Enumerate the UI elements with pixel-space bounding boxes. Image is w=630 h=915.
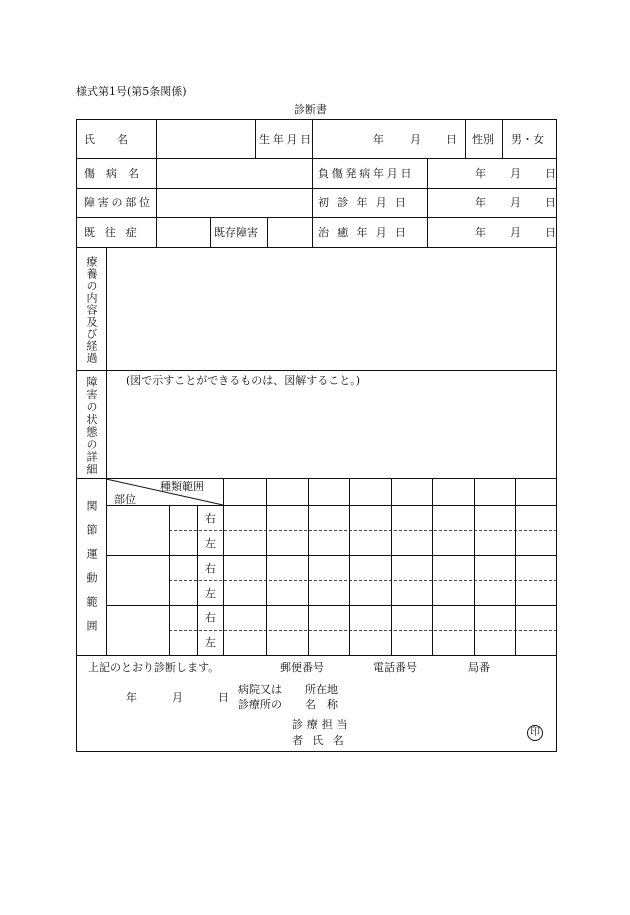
type-range-header: 種類範囲 [160, 480, 204, 493]
first-exam-day-unit: 日 [545, 196, 556, 209]
postal-code-label: 郵便番号 [280, 661, 324, 674]
hospital-label-line1: 病院又は [238, 683, 282, 696]
diagram-note: (図で示すことができるものは、図解すること。) [126, 374, 361, 387]
seal-mark: 印 [527, 725, 543, 741]
left-label-3: 左 [205, 636, 216, 649]
diagnosis-statement: 上記のとおり診断します。 [88, 661, 220, 674]
joint-range-label: 関節運動範囲 [85, 500, 98, 644]
birthdate-label: 生年月日 [259, 133, 314, 146]
injury-label: 傷 病 名 [84, 167, 139, 180]
onset-month-unit: 月 [510, 167, 521, 180]
birth-day-unit: 日 [446, 133, 457, 146]
cure-date-label: 治癒年月日 [318, 226, 415, 239]
treatment-label: 療養の内容及び経過 [85, 256, 98, 364]
disability-detail-field[interactable] [110, 392, 553, 475]
name-field[interactable] [165, 126, 251, 154]
right-label-3: 右 [205, 611, 216, 624]
onset-date-label: 負傷発病年月日 [318, 167, 415, 180]
disability-site-label: 障害の部位 [84, 196, 153, 209]
onset-year-unit: 年 [475, 167, 486, 180]
name-label: 氏 名 [84, 133, 128, 146]
page-title: 診断書 [294, 103, 327, 116]
institution-name-label: 名 称 [305, 698, 338, 711]
cure-year-unit: 年 [475, 226, 486, 239]
first-exam-month-unit: 月 [510, 196, 521, 209]
site-header: 部位 [114, 493, 136, 506]
doctor-label-line1: 診療担当 [292, 718, 352, 731]
address-label: 所在地 [305, 683, 338, 696]
disability-detail-label: 障害の状態の詳細 [85, 376, 98, 476]
date-month-unit: 月 [172, 691, 183, 704]
form-number: 様式第1号(第5条関係) [76, 85, 187, 98]
right-label-2: 右 [205, 562, 216, 575]
treatment-field[interactable] [110, 251, 553, 367]
onset-day-unit: 日 [545, 167, 556, 180]
cure-month-unit: 月 [510, 226, 521, 239]
exchange-label: 局番 [468, 661, 490, 674]
birth-month-unit: 月 [410, 133, 421, 146]
existing-disability-label: 既存障害 [214, 226, 258, 239]
hospital-label-line2: 診療所の [238, 698, 282, 711]
phone-label: 電話番号 [373, 661, 417, 674]
left-label-1: 左 [205, 537, 216, 550]
sex-options[interactable]: 男・女 [511, 133, 544, 146]
birth-year-unit: 年 [373, 133, 384, 146]
left-label-2: 左 [205, 587, 216, 600]
date-year-unit: 年 [126, 691, 137, 704]
doctor-label-line2: 者氏名 [292, 734, 354, 747]
date-day-unit: 日 [218, 691, 229, 704]
first-exam-date-label: 初診年月日 [318, 196, 415, 209]
right-label-1: 右 [205, 512, 216, 525]
medical-history-label: 既往症 [84, 226, 147, 239]
sex-label: 性別 [472, 133, 494, 146]
cure-day-unit: 日 [545, 226, 556, 239]
first-exam-year-unit: 年 [475, 196, 486, 209]
